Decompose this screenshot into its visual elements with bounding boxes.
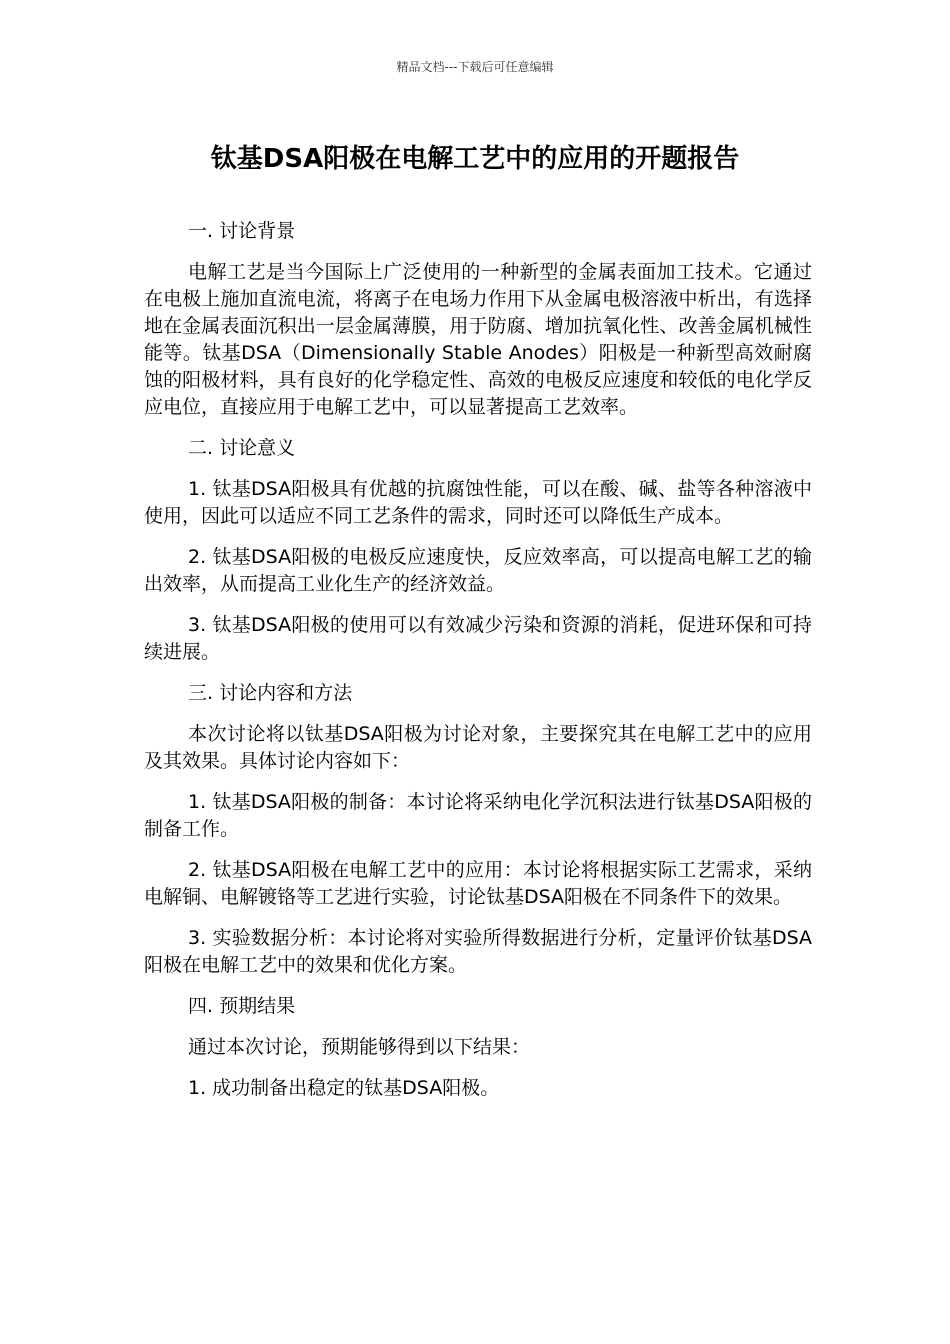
section-heading-background: 一. 讨论背景	[188, 220, 296, 242]
page-header-watermark: 精品文档---下载后可任意编辑	[396, 60, 554, 74]
significance-item-1: 1. 钛基DSA阳极具有优越的抗腐蚀性能，可以在酸、碱、盐等各种溶液中使用，因此可以适应不同工艺条件的需求，同时还可以降低生产成本。	[144, 478, 812, 527]
expected-results-item-1: 1. 成功制备出稳定的钛基DSA阳极。	[188, 1077, 500, 1099]
document-title: 钛基DSA阳极在电解工艺中的应用的开题报告	[210, 144, 740, 174]
content-methods-item-1: 1. 钛基DSA阳极的制备：本讨论将采纳电化学沉积法进行钛基DSA阳极的制备工作。	[144, 791, 812, 840]
background-paragraph: 电解工艺是当今国际上广泛使用的一种新型的金属表面加工技术。它通过在电极上施加直流电流，将离子在电场力作用下从金属电极溶液中析出，有选择地在金属表面沉积出一层金属薄膜，用于防腐、增加抗氧化性、改善金属机械性能等。钛基DSA（Dimensionally Stable Anodes）阳极是一种新型高效耐腐蚀的阳极材料，具有良好的化学稳定性、高效的电极反应速度和较低的电化学反应电位，直接应用于电解工艺中，可以显著提高工艺效率。	[144, 261, 812, 418]
content-methods-intro: 本次讨论将以钛基DSA阳极为讨论对象，主要探究其在电解工艺中的应用及其效果。具体讨论内容如下：	[144, 723, 812, 772]
expected-results-intro: 通过本次讨论，预期能够得到以下结果：	[188, 1036, 531, 1058]
significance-item-3: 3. 钛基DSA阳极的使用可以有效减少污染和资源的消耗，促进环保和可持续进展。	[144, 614, 812, 663]
content-methods-item-2: 2. 钛基DSA阳极在电解工艺中的应用：本讨论将根据实际工艺需求，采纳电解铜、电解镀铬等工艺进行实验，讨论钛基DSA阳极在不同条件下的效果。	[144, 859, 812, 908]
section-heading-content-methods: 三. 讨论内容和方法	[188, 682, 353, 704]
significance-item-2: 2. 钛基DSA阳极的电极反应速度快，反应效率高，可以提高电解工艺的输出效率，从而提高工业化生产的经济效益。	[144, 546, 812, 595]
document-body	[144, 218, 812, 1116]
section-heading-significance: 二. 讨论意义	[188, 437, 296, 459]
content-methods-item-3: 3. 实验数据分析：本讨论将对实验所得数据进行分析，定量评价钛基DSA阳极在电解工艺中的效果和优化方案。	[144, 927, 812, 976]
section-heading-expected-results: 四. 预期结果	[188, 995, 296, 1017]
